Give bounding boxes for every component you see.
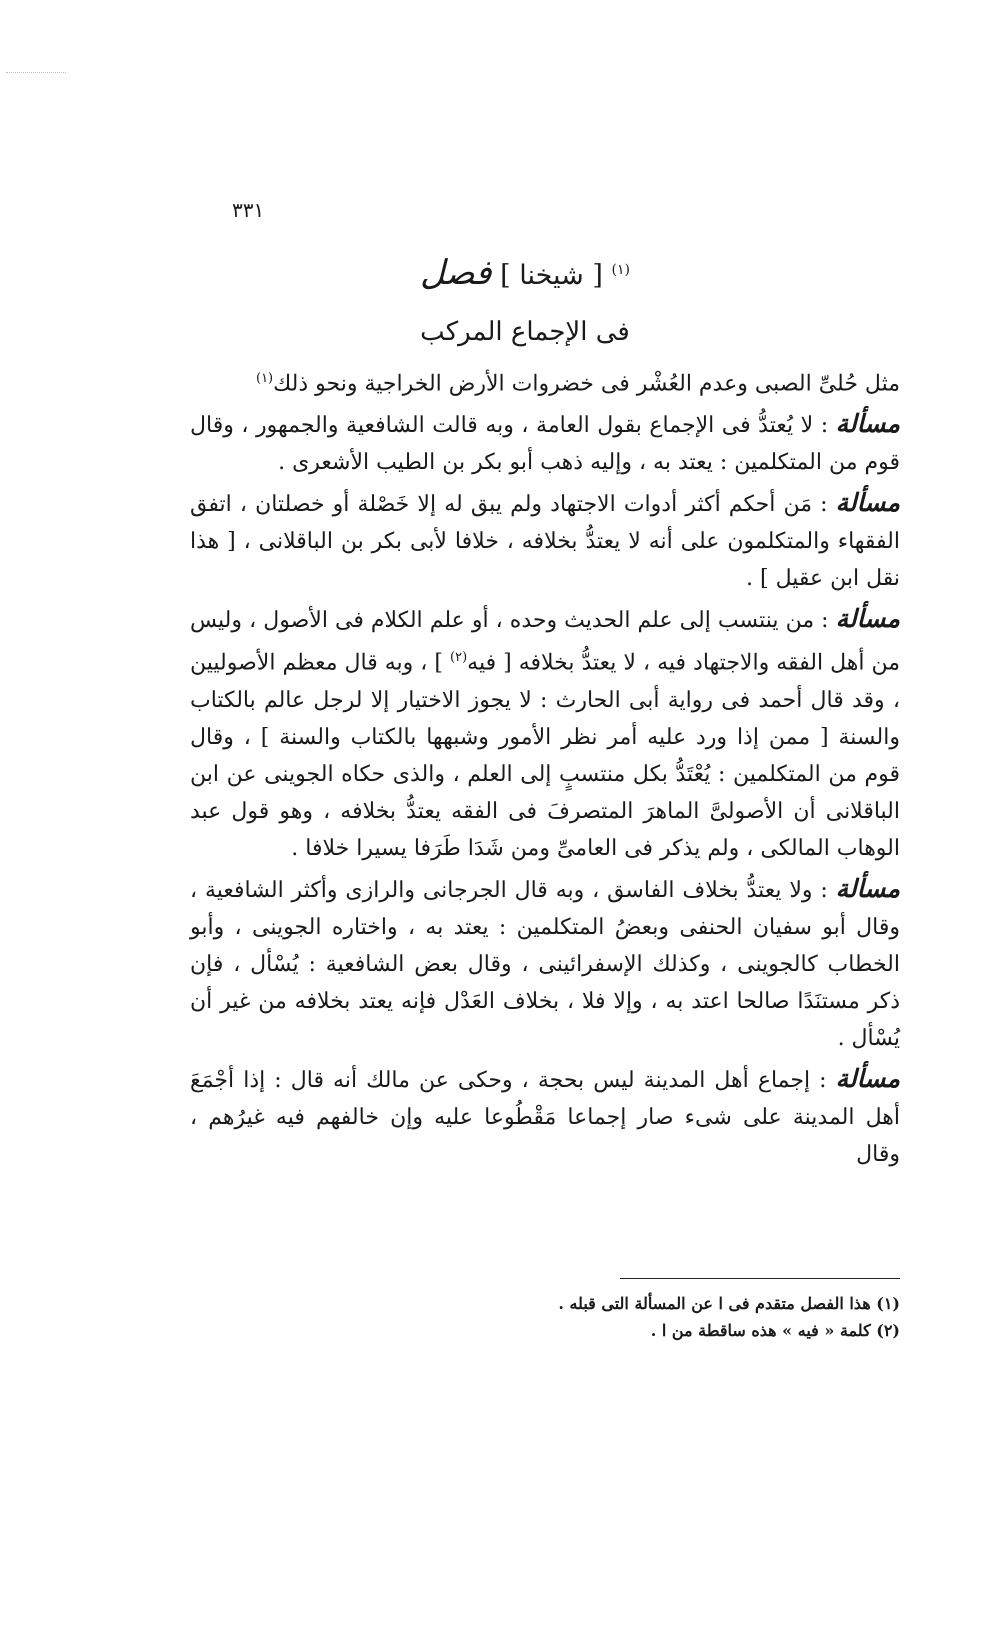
masala-label: مسألة	[835, 488, 900, 518]
section-subheading: فى الإجماع المركب	[420, 317, 630, 347]
masala-label: مسألة	[835, 873, 900, 903]
heading-bracket: [ شيخنا ]	[500, 260, 603, 291]
paragraph	[190, 870, 900, 1057]
paragraph-text: : من ينتسب إلى علم الحديث وحده ، أو علم الكلام فى الأصول ، وليس من أهل الفقه والاجتهاد فيه ، لا يعتدُّ بخلافه [ فيه	[190, 608, 900, 676]
footnote-divider	[620, 1278, 900, 1279]
masala-label: مسألة	[835, 604, 900, 634]
paragraph-text: : ولا يعتدُّ بخلاف الفاسق ، وبه قال الجرجانى والرازى وأكثر الشافعية ، وقال أبو سفيان الحنفى وبعضُ المتكلمين : يعتد به ، واختاره الجوينى ، وأبو الخطاب كالجوينى ، وكذلك الإسفرائينى ، وقال بعض الشافعية : يُسْأل ، فإن ذكر مستنَدًا صالحا اعتد به ، وإلا فلا ، بخلاف العَدْل فإنه يعتد بخلافه من غير أن يُسْأل .	[190, 877, 900, 1051]
section-heading	[150, 250, 900, 296]
paragraph-text: : لا يُعتدُّ فى الإجماع بقول العامة ، وبه قالت الشافعية والجمهور ، وقال قوم من المتكلمين : يعتد به ، وإليه ذهب أبو بكر بن الطيب الأشعرى .	[190, 413, 900, 476]
page-number: ٣٣١	[232, 198, 265, 222]
heading-footnote-marker: (١)	[611, 262, 630, 278]
footnote-marker: (٢)	[450, 650, 468, 666]
paragraph	[190, 600, 900, 866]
heading-fasl: فصل	[420, 253, 492, 293]
paragraph-text: : مَن أحكم أكثر أدوات الاجتهاد ولم يبق له إلا خَصْلة أو خصلتان ، اتفق الفقهاء والمتكلمون على أنه لا يعتدُّ بخلافه ، خلافا لأبى بكر بن الباقلانى ، [ هذا نقل ابن عقيل ] .	[190, 492, 900, 592]
paragraph	[190, 360, 900, 402]
footnote-marker: (١)	[255, 371, 274, 386]
paragraph-text-continued: ] ، وبه قال معظم الأصوليين ، وقد قال أحمد فى رواية أبى الحارث : لا يجوز الاختيار إلا لرجل عالم بالكتاب والسنة [ ممن إذا ورد عليه أمر نظر الأمور وشبهها بالكتاب والسنة ] ، وقال قوم من المتكلمين : يُعْتَدُّ بكل منتسبٍ إلى العلم ، والذى حكاه الجوينى عن ابن الباقلانى أن الأصولىَّ الماهرَ المتصرفَ فى الفقه يعتدُّ بخلافه ، وهو قول عبد الوهاب المالكى ، ولم يذكر فى العامىِّ ومن شَدَا طَرَفا يسيرا خلافا .	[190, 650, 900, 861]
footnote: (٢) كلمة « فيه » هذه ساقطة من ا .	[650, 1321, 900, 1340]
masala-label: مسألة	[835, 409, 900, 439]
footnote: (١) هذا الفصل متقدم فى ا عن المسألة التى قبله .	[558, 1294, 900, 1313]
paragraph	[190, 1060, 900, 1173]
book-page	[150, 0, 900, 1650]
paragraph-text: : إجماع أهل المدينة ليس بحجة ، وحكى عن مالك أنه قال : إذا أجْمَعَ أهل المدينة على شىء صار إجماعا مَقْطُوعا عليه وإن خالفهم فيه غيرُهم ، وقال	[190, 1067, 900, 1167]
scan-mark	[6, 72, 66, 73]
footnotes	[350, 1290, 900, 1344]
paragraph-text: مثل حُلىِّ الصبى وعدم العُشْر فى خضروات الأرض الخراجية ونحو ذلك	[273, 371, 900, 397]
paragraph	[190, 484, 900, 597]
body-text	[190, 360, 900, 1173]
masala-label: مسألة	[835, 1063, 900, 1093]
paragraph	[190, 405, 900, 481]
